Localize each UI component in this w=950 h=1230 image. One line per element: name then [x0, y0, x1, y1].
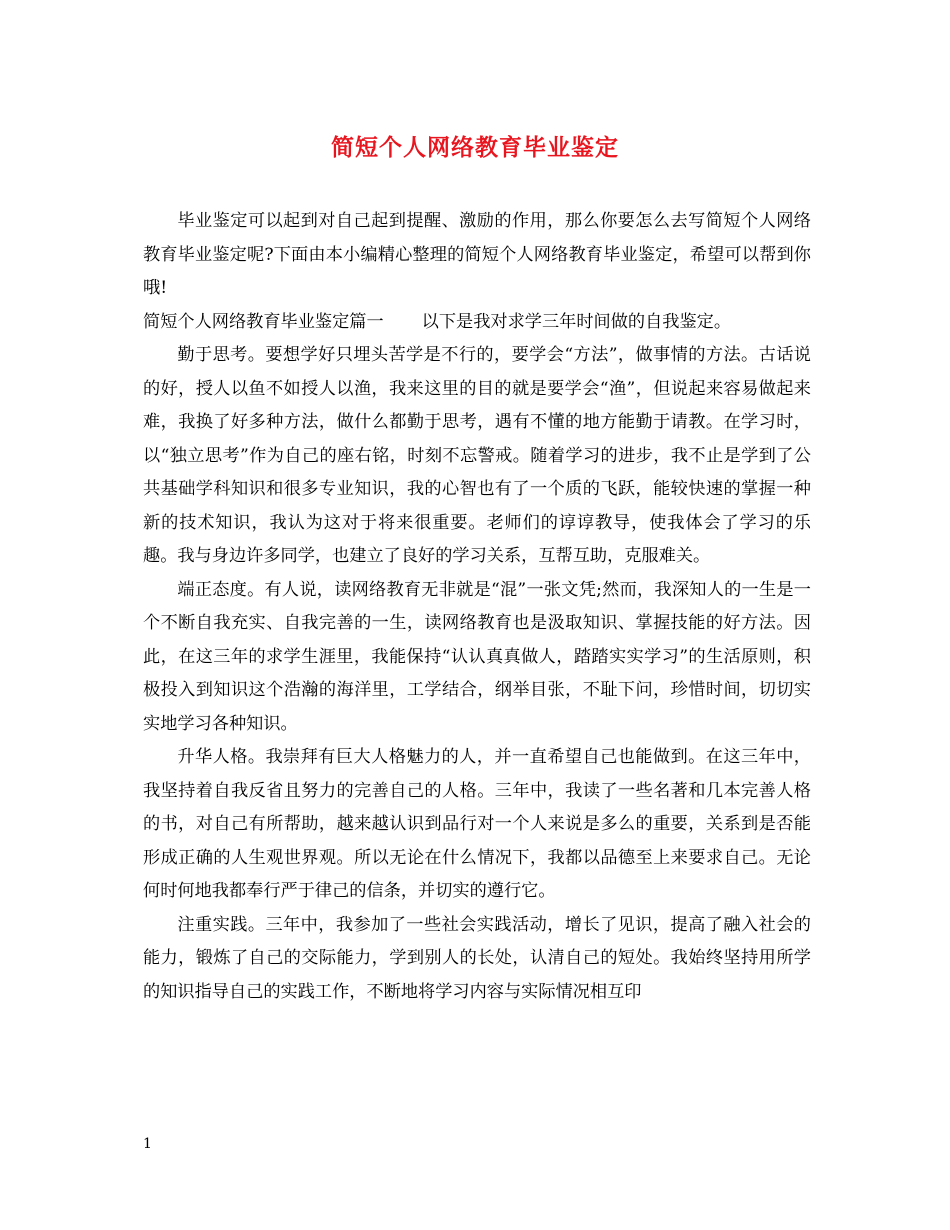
document-title: 简短个人网络教育毕业鉴定 — [331, 134, 619, 161]
body-paragraph-practice: 注重实践。三年中，我参加了一些社会实践活动，增长了见识，提高了融入社会的能力，锻炼了自己的交际能力，学到别人的长处，认清自己的短处。我始终坚持用所学的知识指导自己的实践工作，不断地将学习内容与实际情况相互印 — [143, 914, 811, 1002]
body-paragraph-attitude: 端正态度。有人说，读网络教育无非就是“混”一张文凭;然而，我深知人的一生是一个不断自我充实、自我完善的一生，读网络教育也是汲取知识、掌握技能的好方法。因此，在这三年的求学生涯里，我能保持“认认真真做人，踏踏实实学习”的生活原则，积极投入到知识这个浩瀚的海洋里，工学结合，纲举目张，不耻下问，珍惜时间，切切实实地学习各种知识。 — [143, 579, 811, 734]
intro-paragraph: 毕业鉴定可以起到对自己起到提醒、激励的作用，那么你要怎么去写简短个人网络教育毕业鉴定呢?下面由本小编精心整理的简短个人网络教育毕业鉴定，希望可以帮到你哦! — [143, 211, 811, 298]
page-number: 1 — [143, 1136, 152, 1152]
section-heading: 简短个人网络教育毕业鉴定篇一 — [143, 311, 384, 332]
document-body — [143, 205, 811, 1009]
body-paragraph-character: 升华人格。我崇拜有巨大人格魅力的人，并一直希望自己也能做到。在这三年中，我坚持着自我反省且努力的完善自己的人格。三年中，我读了一些名著和几本完善人格的书，对自己有所帮助，越来越认识到品行对一个人来说是多么的重要，关系到是否能形成正确的人生观世界观。所以无论在什么情况下，我都以品德至上来要求自己。无论何时何地我都奉行严于律己的信条，并切实的遵行它。 — [143, 747, 811, 901]
section-heading-line — [143, 306, 811, 340]
section-lead: 以下是我对求学三年时间做的自我鉴定。 — [421, 311, 732, 332]
body-paragraph-thinking: 勤于思考。要想学好只埋头苦学是不行的，要学会“方法”，做事情的方法。古话说的好，授人以鱼不如授人以渔，我来这里的目的就是要学会“渔”，但说起来容易做起来难，我换了好多种方法，做什么都勤于思考，遇有不懂的地方能勤于请教。在学习时，以“独立思考”作为自己的座右铭，时刻不忘警戒。随着学习的进步，我不止是学到了公共基础学科知识和很多专业知识，我的心智也有了一个质的飞跃，能较快速的掌握一种新的技术知识，我认为这对于将来很重要。老师们的谆谆教导，使我体会了学习的乐趣。我与身边许多同学，也建立了良好的学习关系，互帮互助，克服难关。 — [143, 345, 811, 566]
